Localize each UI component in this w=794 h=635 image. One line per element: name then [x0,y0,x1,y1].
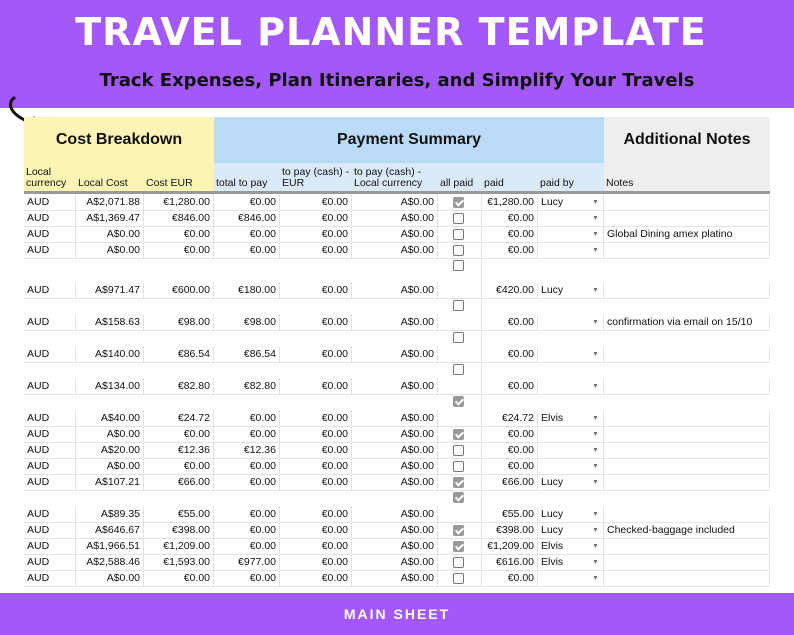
dropdown-arrow-icon[interactable]: ▼ [592,559,599,566]
dropdown-arrow-icon[interactable]: ▼ [592,319,599,326]
cell-by[interactable]: Elvis [538,539,604,554]
cell-note[interactable]: Checked-baggage included [604,523,770,538]
dropdown-arrow-icon[interactable]: ▼ [592,431,599,438]
cell-all-paid [438,330,482,362]
cell-note[interactable] [604,539,770,554]
cell-eur[interactable]: €846.00 [144,211,214,226]
table-row [24,554,770,571]
cell-cash-local[interactable]: A$0.00 [352,227,438,242]
cell-all-paid [438,571,482,586]
table-row [24,362,770,395]
cell-all-paid [438,443,482,458]
cell-by[interactable]: Lucy [538,195,604,210]
cell-note[interactable] [604,507,770,522]
table-row [24,490,770,523]
cell-total[interactable]: €180.00 [214,283,280,298]
cell-cash-local[interactable]: A$0.00 [352,507,438,522]
cell-cash-eur[interactable]: €0.00 [280,523,352,538]
cell-cash-eur[interactable]: €0.00 [280,283,352,298]
cell-cur[interactable]: AUD [24,571,76,586]
cell-note[interactable] [604,475,770,490]
checkbox-icon[interactable] [453,213,464,224]
cell-note[interactable] [604,459,770,474]
cell-cash-eur[interactable]: €0.00 [280,571,352,586]
cell-all-paid [438,258,482,298]
cell-cur[interactable]: AUD [24,427,76,442]
checkbox-icon[interactable] [453,557,464,568]
checked-checkbox-icon[interactable] [453,396,464,407]
cost-breakdown-header: Cost Breakdown [24,117,214,163]
checkbox-icon[interactable] [453,300,464,311]
cell-cash-eur[interactable]: €0.00 [280,347,352,362]
checked-checkbox-icon[interactable] [453,541,464,552]
cell-total[interactable]: €0.00 [214,243,280,258]
cell-cur[interactable]: AUD [24,347,76,362]
cell-by[interactable]: Lucy [538,475,604,490]
cell-cash-local[interactable]: A$0.00 [352,195,438,210]
cell-local[interactable]: A$646.67 [76,523,144,538]
cell-total[interactable]: €0.00 [214,411,280,426]
checkbox-icon[interactable] [453,332,464,343]
cell-local[interactable]: A$134.00 [76,379,144,394]
table-row [24,442,770,459]
cell-cur[interactable]: AUD [24,243,76,258]
cell-eur[interactable]: €0.00 [144,571,214,586]
cell-all-paid [438,475,482,490]
col-paid-by[interactable]: paid by [538,163,604,191]
cell-total[interactable]: €0.00 [214,227,280,242]
cell-total[interactable]: €0.00 [214,427,280,442]
cell-eur[interactable]: €98.00 [144,315,214,330]
page-title: TRAVEL PLANNER TEMPLATE [75,10,707,54]
cell-note[interactable] [604,427,770,442]
cell-note[interactable] [604,347,770,362]
cell-cash-local[interactable]: A$0.00 [352,211,438,226]
cell-note[interactable] [604,379,770,394]
cell-total[interactable]: €846.00 [214,211,280,226]
cell-local[interactable]: A$0.00 [76,243,144,258]
cell-cash-eur[interactable]: €0.00 [280,411,352,426]
cell-cash-local[interactable]: A$0.00 [352,315,438,330]
cell-local[interactable]: A$971.47 [76,283,144,298]
cell-total[interactable]: €86.54 [214,347,280,362]
cell-total[interactable]: €0.00 [214,195,280,210]
cell-total[interactable]: €0.00 [214,507,280,522]
cell-cash-eur[interactable]: €0.00 [280,507,352,522]
col-paid[interactable]: paid [482,163,538,191]
checkbox-icon[interactable] [453,245,464,256]
table-row [24,298,770,331]
cell-note[interactable]: Global Dining amex platino [604,227,770,242]
cell-cur[interactable]: AUD [24,555,76,570]
dropdown-arrow-icon[interactable]: ▼ [592,351,599,358]
dropdown-arrow-icon[interactable]: ▼ [592,575,599,582]
cell-cash-local[interactable]: A$0.00 [352,555,438,570]
table-row [24,194,770,211]
cell-all-paid [438,211,482,226]
cell-local[interactable]: A$0.00 [76,427,144,442]
cell-note[interactable] [604,443,770,458]
cell-cur[interactable]: AUD [24,211,76,226]
cell-total[interactable]: €0.00 [214,459,280,474]
cell-paid[interactable]: €0.00 [482,379,538,394]
cell-all-paid [438,227,482,242]
cell-note[interactable] [604,411,770,426]
cell-note[interactable]: confirmation via email on 15/10 [604,315,770,330]
cell-total[interactable]: €0.00 [214,571,280,586]
cell-paid[interactable]: €0.00 [482,315,538,330]
col-notes[interactable]: Notes [604,163,770,191]
cell-total[interactable]: €12.36 [214,443,280,458]
checkbox-icon[interactable] [453,461,464,472]
cell-all-paid [438,523,482,538]
dropdown-arrow-icon[interactable]: ▼ [592,199,599,206]
cell-local[interactable]: A$40.00 [76,411,144,426]
cell-paid[interactable]: €55.00 [482,507,538,522]
cell-cash-eur[interactable]: €0.00 [280,459,352,474]
cell-local[interactable]: A$158.63 [76,315,144,330]
cell-paid[interactable]: €0.00 [482,243,538,258]
table-row [24,426,770,443]
table-row [24,570,770,587]
cell-cur[interactable]: AUD [24,283,76,298]
cell-paid[interactable]: €420.00 [482,283,538,298]
cell-cash-eur[interactable]: €0.00 [280,315,352,330]
cell-cash-eur[interactable]: €0.00 [280,379,352,394]
table-row [24,458,770,475]
dropdown-arrow-icon[interactable]: ▼ [592,287,599,294]
cell-paid[interactable]: €0.00 [482,459,538,474]
cell-paid[interactable]: €0.00 [482,443,538,458]
cell-note[interactable] [604,283,770,298]
cell-cash-eur[interactable]: €0.00 [280,195,352,210]
cell-total[interactable]: €977.00 [214,555,280,570]
cell-cur[interactable]: AUD [24,443,76,458]
cell-note[interactable] [604,571,770,586]
cell-eur[interactable]: €0.00 [144,243,214,258]
cell-eur[interactable]: €600.00 [144,283,214,298]
cell-cash-local[interactable]: A$0.00 [352,443,438,458]
cell-cash-eur[interactable]: €0.00 [280,243,352,258]
col-cost-eur[interactable]: Cost EUR [144,163,214,191]
cell-paid[interactable]: €0.00 [482,211,538,226]
cell-cash-local[interactable]: A$0.00 [352,539,438,554]
cell-paid[interactable]: €398.00 [482,523,538,538]
dropdown-arrow-icon[interactable]: ▼ [592,543,599,550]
cell-local[interactable]: A$0.00 [76,459,144,474]
cell-cur[interactable]: AUD [24,227,76,242]
table-row [24,330,770,363]
cell-cur[interactable]: AUD [24,459,76,474]
cell-by[interactable]: Lucy [538,283,604,298]
cell-all-paid [438,490,482,522]
additional-notes-header: Additional Notes [604,117,770,163]
table-row [24,474,770,491]
cell-cash-local[interactable]: A$0.00 [352,411,438,426]
cell-total[interactable]: €0.00 [214,523,280,538]
cell-note[interactable] [604,243,770,258]
cell-eur[interactable]: €398.00 [144,523,214,538]
col-total-to-pay[interactable]: total to pay [214,163,280,191]
cell-local[interactable]: A$0.00 [76,227,144,242]
cell-all-paid [438,195,482,210]
checked-checkbox-icon[interactable] [453,492,464,503]
cell-all-paid [438,298,482,330]
table-row [24,394,770,427]
cell-eur[interactable]: €1,209.00 [144,539,214,554]
cell-cur[interactable]: AUD [24,195,76,210]
cell-local[interactable]: A$0.00 [76,571,144,586]
cell-cash-local[interactable]: A$0.00 [352,243,438,258]
cell-total[interactable]: €98.00 [214,315,280,330]
checkbox-icon[interactable] [453,445,464,456]
checked-checkbox-icon[interactable] [453,429,464,440]
cell-eur[interactable]: €82.80 [144,379,214,394]
cell-by[interactable]: Elvis [538,411,604,426]
cell-cur[interactable]: AUD [24,475,76,490]
cell-eur[interactable]: €1,593.00 [144,555,214,570]
dropdown-arrow-icon[interactable]: ▼ [592,231,599,238]
cell-local[interactable]: A$89.35 [76,507,144,522]
cell-total[interactable]: €82.80 [214,379,280,394]
cell-cash-eur[interactable]: €0.00 [280,475,352,490]
cell-cash-eur[interactable]: €0.00 [280,227,352,242]
cell-by[interactable]: Lucy [538,523,604,538]
col-local-cost[interactable]: Local Cost [76,163,144,191]
cell-cur[interactable]: AUD [24,539,76,554]
cell-all-paid [438,362,482,394]
cell-note[interactable] [604,555,770,570]
cell-eur[interactable]: €55.00 [144,507,214,522]
table-row [24,258,770,299]
cell-total[interactable]: €0.00 [214,539,280,554]
dropdown-arrow-icon[interactable]: ▼ [592,527,599,534]
checkbox-icon[interactable] [453,364,464,375]
cell-paid[interactable]: €1,209.00 [482,539,538,554]
cell-cash-eur[interactable]: €0.00 [280,443,352,458]
cell-cash-local[interactable]: A$0.00 [352,283,438,298]
cell-cash-local[interactable]: A$0.00 [352,523,438,538]
cell-eur[interactable]: €24.72 [144,411,214,426]
cell-cash-eur[interactable]: €0.00 [280,211,352,226]
cell-all-paid [438,539,482,554]
table-row [24,226,770,243]
cell-eur[interactable]: €66.00 [144,475,214,490]
table-row [24,210,770,227]
checked-checkbox-icon[interactable] [453,197,464,208]
dropdown-arrow-icon[interactable]: ▼ [592,247,599,254]
cell-paid[interactable]: €24.72 [482,411,538,426]
cell-cash-local[interactable]: A$0.00 [352,347,438,362]
cell-cash-local[interactable]: A$0.00 [352,427,438,442]
checked-checkbox-icon[interactable] [453,477,464,488]
cell-paid[interactable]: €66.00 [482,475,538,490]
dropdown-arrow-icon[interactable]: ▼ [592,479,599,486]
cell-cash-local[interactable]: A$0.00 [352,475,438,490]
col-local-currency[interactable]: Local currency [24,163,76,191]
col-cash-eur[interactable]: to pay (cash) - EUR [280,163,352,191]
cell-paid[interactable]: €0.00 [482,571,538,586]
table-row [24,538,770,555]
cell-cash-eur[interactable]: €0.00 [280,539,352,554]
dropdown-arrow-icon[interactable]: ▼ [592,511,599,518]
cell-eur[interactable]: €86.54 [144,347,214,362]
cell-paid[interactable]: €0.00 [482,427,538,442]
cell-all-paid [438,394,482,426]
cell-local[interactable]: A$1,966.51 [76,539,144,554]
cell-cash-local[interactable]: A$0.00 [352,379,438,394]
cell-paid[interactable]: €0.00 [482,227,538,242]
dropdown-arrow-icon[interactable]: ▼ [592,415,599,422]
cell-local[interactable]: A$140.00 [76,347,144,362]
cell-cash-local[interactable]: A$0.00 [352,571,438,586]
cell-eur[interactable]: €0.00 [144,227,214,242]
checkbox-icon[interactable] [453,229,464,240]
cell-local[interactable]: A$1,369.47 [76,211,144,226]
table-row [24,522,770,539]
cell-cur[interactable]: AUD [24,523,76,538]
cell-all-paid [438,427,482,442]
dropdown-arrow-icon[interactable]: ▼ [592,215,599,222]
cell-note[interactable] [604,195,770,210]
cell-by[interactable]: Lucy [538,507,604,522]
column-header-row [24,163,770,194]
cell-cash-eur[interactable]: €0.00 [280,555,352,570]
sheet-tab-main[interactable]: MAIN SHEET [0,593,794,635]
cell-all-paid [438,459,482,474]
dropdown-arrow-icon[interactable]: ▼ [592,447,599,454]
checkbox-icon[interactable] [453,573,464,584]
cell-all-paid [438,243,482,258]
cell-paid[interactable]: €1,280.00 [482,195,538,210]
cell-local[interactable]: A$2,588.46 [76,555,144,570]
dropdown-arrow-icon[interactable]: ▼ [592,383,599,390]
cell-paid[interactable]: €616.00 [482,555,538,570]
cell-eur[interactable]: €0.00 [144,459,214,474]
cell-eur[interactable]: €12.36 [144,443,214,458]
checked-checkbox-icon[interactable] [453,525,464,536]
cell-cur[interactable]: AUD [24,507,76,522]
col-cash-local[interactable]: to pay (cash) - Local currency [352,163,438,191]
checkbox-icon[interactable] [453,260,464,271]
cell-eur[interactable]: €0.00 [144,427,214,442]
cell-cash-local[interactable]: A$0.00 [352,459,438,474]
cell-total[interactable]: €0.00 [214,475,280,490]
cell-local[interactable]: A$107.21 [76,475,144,490]
cell-paid[interactable]: €0.00 [482,347,538,362]
cell-by[interactable]: Elvis [538,555,604,570]
cell-cur[interactable]: AUD [24,411,76,426]
cell-cash-eur[interactable]: €0.00 [280,427,352,442]
col-all-paid[interactable]: all paid [438,163,482,191]
table-row [24,242,770,259]
cell-cur[interactable]: AUD [24,315,76,330]
cell-local[interactable]: A$20.00 [76,443,144,458]
page-subtitle: Track Expenses, Plan Itineraries, and Simplify Your Travels [99,70,695,91]
dropdown-arrow-icon[interactable]: ▼ [592,463,599,470]
cell-cur[interactable]: AUD [24,379,76,394]
cell-eur[interactable]: €1,280.00 [144,195,214,210]
payment-summary-header: Payment Summary [214,117,604,163]
cell-local[interactable]: A$2,071.88 [76,195,144,210]
cell-all-paid [438,555,482,570]
cell-note[interactable] [604,211,770,226]
